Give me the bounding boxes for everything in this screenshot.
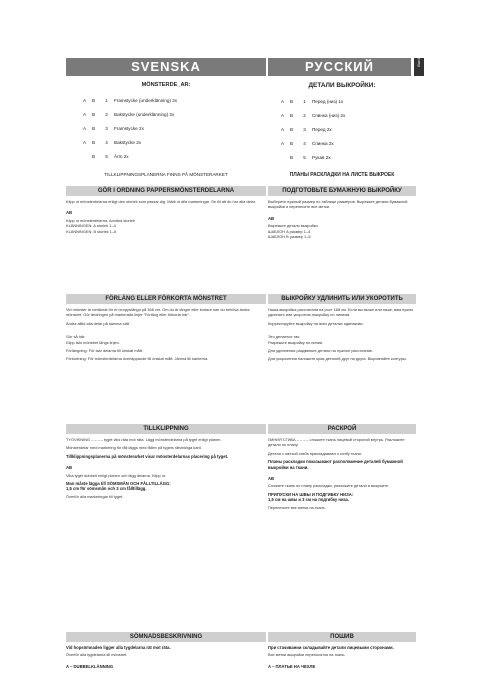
piece-number: 1 <box>105 98 108 103</box>
sv-sec3-p3: Tillklippningsplanerna på mönsterarket visar mönsterdelarnas placering på tyget. <box>66 453 229 459</box>
pattern-piece-row <box>80 108 266 122</box>
sv-sec1-body <box>66 199 266 234</box>
piece-number: 5 <box>105 154 108 159</box>
ru-sec4-p3: A – ПЛАТЬЕ НА ЧЕХЛЕ <box>268 663 316 669</box>
ru-pieces-list <box>268 95 416 165</box>
ru-sec3-p6: Перенесите все метки на ткань. <box>268 504 326 510</box>
ru-pattern-section <box>268 82 416 165</box>
piece-number: 5 <box>303 155 306 160</box>
piece-view-letter: A <box>82 140 87 145</box>
piece-label: Bakstycke 2x <box>114 140 142 145</box>
ru-sec1-p1: Выберите нужный размер по таблице размеров. Вырежьте детали бумажной выкройки и перенесите все метки. <box>268 199 408 210</box>
sv-sec4-title: SÖMNADSBESKRIVNING <box>66 632 266 642</box>
sv-sec2-title: FÖRLÄNG ELLER FÖRKORTA MÖNSTRET <box>66 294 266 304</box>
sv-sec1-ab: AB <box>66 210 73 216</box>
piece-view-letter: B <box>289 99 294 104</box>
piece-view-letter: B <box>289 141 294 146</box>
ru-pattern-title: ДЕТАЛИ ВЫКРОЙКИ: <box>308 82 376 89</box>
sv-sec3-p1: TYGVIKNING – – – – tyget viks räta mot räta. Lägg mönsterdelarna på tyget enligt planen. <box>66 437 222 442</box>
ru-sec2-p5: Для укорочения наложите края деталей друг на друга. Выровняйте контуры. <box>268 356 407 362</box>
piece-number: 2 <box>105 112 108 117</box>
swedish-header: SVENSKA <box>66 58 266 76</box>
sv-sec2-p3: Gör så här: Klipp isär mönstret längs linjen. <box>66 334 120 345</box>
piece-number: 1 <box>303 99 306 104</box>
sv-sec1 <box>66 186 266 237</box>
pattern-piece-row <box>278 137 416 151</box>
ru-sec1-title: ПОДГОТОВЬТЕ БУМАЖНУЮ ВЫКРОЙКУ <box>268 186 416 196</box>
piece-label: Рукав 2x <box>312 155 331 160</box>
piece-view-letter: A <box>82 126 87 131</box>
piece-view-letter: B <box>91 154 96 159</box>
ru-sec4 <box>268 632 416 671</box>
piece-label: Ärm 2x <box>114 154 129 159</box>
ru-sec3-p4: Сложите ткань по плану раскладки, разложите детали и выкроите. <box>268 483 390 489</box>
piece-number: 4 <box>303 141 306 146</box>
piece-view-letter: B <box>91 126 96 131</box>
sv-sec3-p5: Man måste lägga till SÖMSMÅN OCH FÅLLTILLÄGG: 1,5 cm för sömsmån och 3 cm fålltillägg. <box>66 481 171 492</box>
piece-label: Bakstycke (underklänning) 2x <box>114 112 175 117</box>
pattern-piece-row <box>278 95 416 109</box>
sv-pattern-title: MÖNSTERDE_AR: <box>141 82 191 88</box>
pattern-piece-row <box>278 109 416 123</box>
piece-label: Перед 2x <box>312 127 332 132</box>
sv-sec4 <box>66 632 266 671</box>
sv-sec3-ab: AB <box>66 465 73 471</box>
ru-sec1-p2: Вырежьте детали выкройки. ШАБЛОН A размер 1–4 ШАБЛОН B размер 1–5 <box>268 223 319 240</box>
piece-view-letter: A <box>82 98 87 103</box>
ru-sec3-ab: AB <box>268 476 275 482</box>
sv-sec1-p1: Klipp ut mönsterdelarna enligt den storlek som passar dig. Märk ut alla markeringar. Se till att du har alla delar. <box>66 199 256 204</box>
russian-header: РУССКИЙ <box>268 58 411 76</box>
ru-sec3-p1: ЛИНИЯ СГИБА – – – – сложите ткань лицевой стороной внутрь. Разложите детали по плану. <box>268 437 405 448</box>
sv-sec2-p5: Förkortning: För mönsterdelarna överlappande till önskat mått. Jämna till kanterna. <box>66 356 209 362</box>
piece-number: 4 <box>105 140 108 145</box>
sv-sec2 <box>66 294 266 365</box>
sv-sec3 <box>66 424 266 502</box>
ru-sec2-p2: Корректируйте выкройку на всех деталях одинаково. <box>268 320 364 326</box>
sv-sec1-title: GÖR I ORDNING PAPPERSMÖNSTERDELARNA <box>66 186 266 196</box>
piece-view-letter: A <box>280 141 285 146</box>
sv-layout-label: TILLKLIPPNINGSPLANERNA FINNS PÅ MÖNSTERARKET <box>104 172 228 177</box>
piece-number: 2 <box>303 113 306 118</box>
sv-sec2-p4: Förlängning: För isär delarna till önskat mått. <box>66 348 143 354</box>
sv-sec3-p2: Mönsterdelar med markering för fåll läggs med fållen på tygets rätvinkliga kant. <box>66 445 202 451</box>
piece-label: Framstycke 2x <box>114 126 144 131</box>
piece-view-letter: A <box>280 127 285 132</box>
pattern-piece-row <box>80 122 266 136</box>
piece-label: Framstycke (underklänning) 2x <box>114 98 178 103</box>
pattern-piece-row <box>80 150 266 164</box>
piece-label: Спинка 2x <box>312 141 334 146</box>
piece-view-letter: B <box>91 140 96 145</box>
sv-sec1-p2: Klipp ut mönsterdelarna. Använd storlek KLÄNNINGEN: A storlek 1–4 KLÄNNINGEN: B storlek 1–5 <box>66 217 135 234</box>
sv-pieces-list <box>66 94 266 164</box>
ru-sec2-p4: Для удлинения раздвиньте детали на нужное расстояние. <box>268 348 374 354</box>
piece-view-letter: A <box>82 112 87 117</box>
piece-view-letter: B <box>91 112 96 117</box>
ru-sec1-ab: AB <box>268 215 275 221</box>
ru-sec4-title: ПОШИВ <box>268 632 416 642</box>
piece-number: 3 <box>303 127 306 132</box>
piece-view-letter: B <box>289 155 294 160</box>
pattern-piece-row <box>80 94 266 108</box>
sv-sec3-p4: Vika tyget dubbelt enligt planen och lägg delarna. Klipp ut. <box>66 472 167 478</box>
ru-sec2-title: ВЫКРОЙКУ УДЛИНИТЬ ИЛИ УКОРОТИТЬ <box>268 294 416 304</box>
pattern-piece-row <box>278 123 416 137</box>
ru-sec2 <box>268 294 416 365</box>
pattern-piece-row <box>80 136 266 150</box>
sv-sec3-p6: Överför alla markeringar till tyget. <box>66 493 124 499</box>
ru-sec3-p2: Детали с меткой сгиба прикладывают к сгибу ткани. <box>268 450 362 456</box>
sv-sec4-p3: A – DUBBELKLÄNNING <box>66 663 114 669</box>
piece-label: Перед (низ) 1x <box>312 99 344 104</box>
ru-sec2-p1: Наша выкройка рассчитана на рост 168 см. Если вы выше или ниже, вам нужно удлинить или укоротить выкройку по линиям. <box>268 307 414 318</box>
sv-sec2-p2: Ändra alltid alla delar på samma sätt. <box>66 320 131 326</box>
piece-label: Спинка (низ) 2x <box>312 113 346 118</box>
ru-layout-label: ПЛАНЫ РАСКЛАДКИ НА ЛИСТЕ ВЫКРОЕК <box>289 172 395 178</box>
sv-sec4-p1: Vid hopsömnaden ligger alla tygdelarna rät mot räta. <box>66 645 171 650</box>
ru-sec2-p3: Это делается так: Разрежьте выкройку по линии. <box>268 334 324 345</box>
ru-sec4-p2: Все метки выкройки переносятся на ткань. <box>268 652 346 658</box>
ru-sec3-title: РАСКРОЙ <box>268 424 416 434</box>
ru-sec1 <box>268 186 416 242</box>
piece-view-letter: A <box>280 99 285 104</box>
sv-sec2-p1: Vid mönster är beräknat för en kroppslängd på 168 cm. Om du är längre eller kortare kan du behöva ändra mönstret. Gör ändringen på markerade linjer ”Förläng eller förkorta här”. <box>66 307 250 318</box>
ru-sec3-p3: Планы раскладки показывают расположение деталей бумажной выкройки на ткани. <box>268 459 403 470</box>
ru-sec4-p1: При стачивании складывайте детали лицевыми сторонами. <box>268 645 394 650</box>
ru-sec3-p5: ПРИПУСКИ НА ШВЫ И ПОДГИБКУ НИЗА: 1,5 см на швы и 3 см на подгибку низа. <box>268 491 354 503</box>
ru-sec3 <box>268 424 416 513</box>
sv-sec3-title: TILLKLIPPNING <box>66 424 266 434</box>
piece-view-letter: B <box>289 113 294 118</box>
piece-view-letter: B <box>91 98 96 103</box>
sv-sec4-p2: Överför alla tygdelarna till mönstret. <box>66 652 128 658</box>
sv-pattern-section <box>66 82 266 164</box>
pattern-piece-row <box>278 151 416 165</box>
piece-view-letter: B <box>289 127 294 132</box>
piece-number: 3 <box>105 126 108 131</box>
page-label: Burda <box>416 56 421 67</box>
piece-view-letter: A <box>280 113 285 118</box>
